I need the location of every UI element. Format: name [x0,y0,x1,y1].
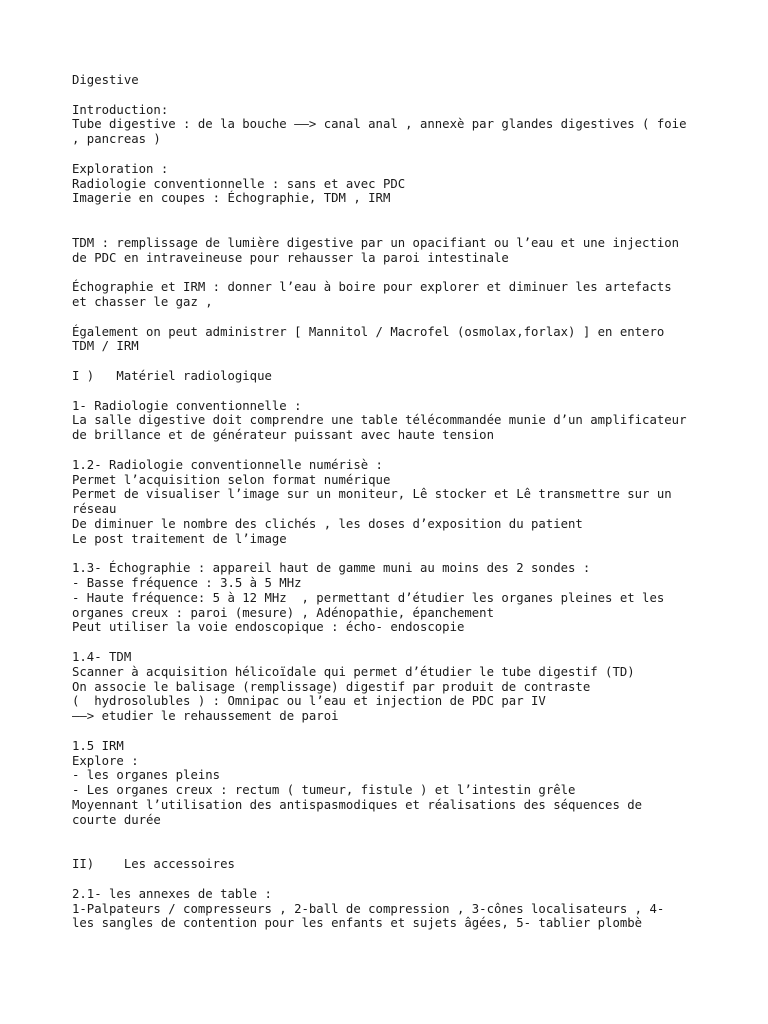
subsection-line: Permet l’acquisition selon format numérique [72,472,391,487]
echo-paragraph-line: Échographie et IRM : donner l’eau à boire pour explorer et diminuer les artefacts [72,280,672,295]
subsection-line: Peut utiliser la voie endoscopique : écho- endoscopie [72,620,465,635]
subsection-heading: 1- Radiologie conventionnelle : [72,398,302,413]
subsection-line: - Les organes creux : rectum ( tumeur, fistule ) et l’intestin grêle [72,783,576,798]
subsection-line: de brillance et de générateur puissant avec haute tension [72,428,494,443]
mannitol-paragraph-line: TDM / IRM [72,339,139,354]
subsection-line: les sangles de contention pour les enfants et sujets âgées, 5- tablier plombè [72,916,643,931]
subsection-heading: 1.3- Échographie : appareil haut de gamme muni au moins des 2 sondes : [72,561,591,576]
subsection-line: - Haute fréquence: 5 à 12 MHz , permettant d’étudier les organes pleines et les [72,590,665,605]
tdm-paragraph-line: TDM : remplissage de lumière digestive par un opacifiant ou l’eau et une injection [72,235,680,250]
subsection-heading: 2.1- les annexes de table : [72,886,272,901]
subsection-line: Explore : [72,753,139,768]
subsection-line: réseau [72,502,117,517]
subsection-line: On associe le balisage (remplissage) digestif par produit de contraste [72,679,591,694]
echo-paragraph-line: et chasser le gaz , [72,294,213,309]
document-page [72,73,702,931]
subsection-heading: 1.5 IRM [72,738,124,753]
subsection-line: Moyennant l’utilisation des antispasmodiques et réalisations des séquences de [72,798,643,813]
subsection-line: Le post traitement de l’image [72,531,287,546]
subsection-line: Permet de visualiser l’image sur un moniteur, Lê stocker et Lê transmettre sur un [72,487,672,502]
section-1-heading: I ) Matériel radiologique [72,368,272,383]
subsection-line: courte durée [72,812,161,827]
mannitol-paragraph-line: Également on peut administrer [ Mannitol / Macrofel (osmolax,forlax) ] en entero [72,324,665,339]
section-2-heading: II) Les accessoires [72,857,235,872]
intro-line: Tube digestive : de la bouche ——> canal anal , annexè par glandes digestives ( foie [72,117,687,132]
intro-heading: Introduction: [72,102,169,117]
subsection-line: De diminuer le nombre des clichés , les doses d’exposition du patient [72,516,583,531]
exploration-line: Radiologie conventionnelle : sans et avec PDC [72,176,406,191]
subsection-heading: 1.2- Radiologie conventionnelle numérisè : [72,457,383,472]
subsection-line: Scanner à acquisition hélicoïdale qui permet d’étudier le tube digestif (TD) [72,664,635,679]
exploration-heading: Exploration : [72,161,169,176]
subsection-heading: 1.4- TDM [72,650,132,665]
subsection-line: ( hydrosolubles ) : Omnipac ou l’eau et injection de PDC par IV [72,694,546,709]
subsection-line: - Basse fréquence : 3.5 à 5 MHz [72,576,302,591]
subsection-line: ——> etudier le rehaussement de paroi [72,709,339,724]
exploration-line: Imagerie en coupes : Échographie, TDM , IRM [72,191,391,206]
subsection-line: La salle digestive doit comprendre une table télécommandée munie d’un amplificateur [72,413,687,428]
subsection-line: 1-Palpateurs / compresseurs , 2-ball de compression , 3-cônes localisateurs , 4- [72,901,665,916]
subsection-line: organes creux : paroi (mesure) , Adénopathie, épanchement [72,605,494,620]
document-title: Digestive [72,73,139,87]
subsection-line: - les organes pleins [72,768,221,783]
tdm-paragraph-line: de PDC en intraveineuse pour rehausser la paroi intestinale [72,250,509,265]
intro-line: , pancreas ) [72,132,161,147]
